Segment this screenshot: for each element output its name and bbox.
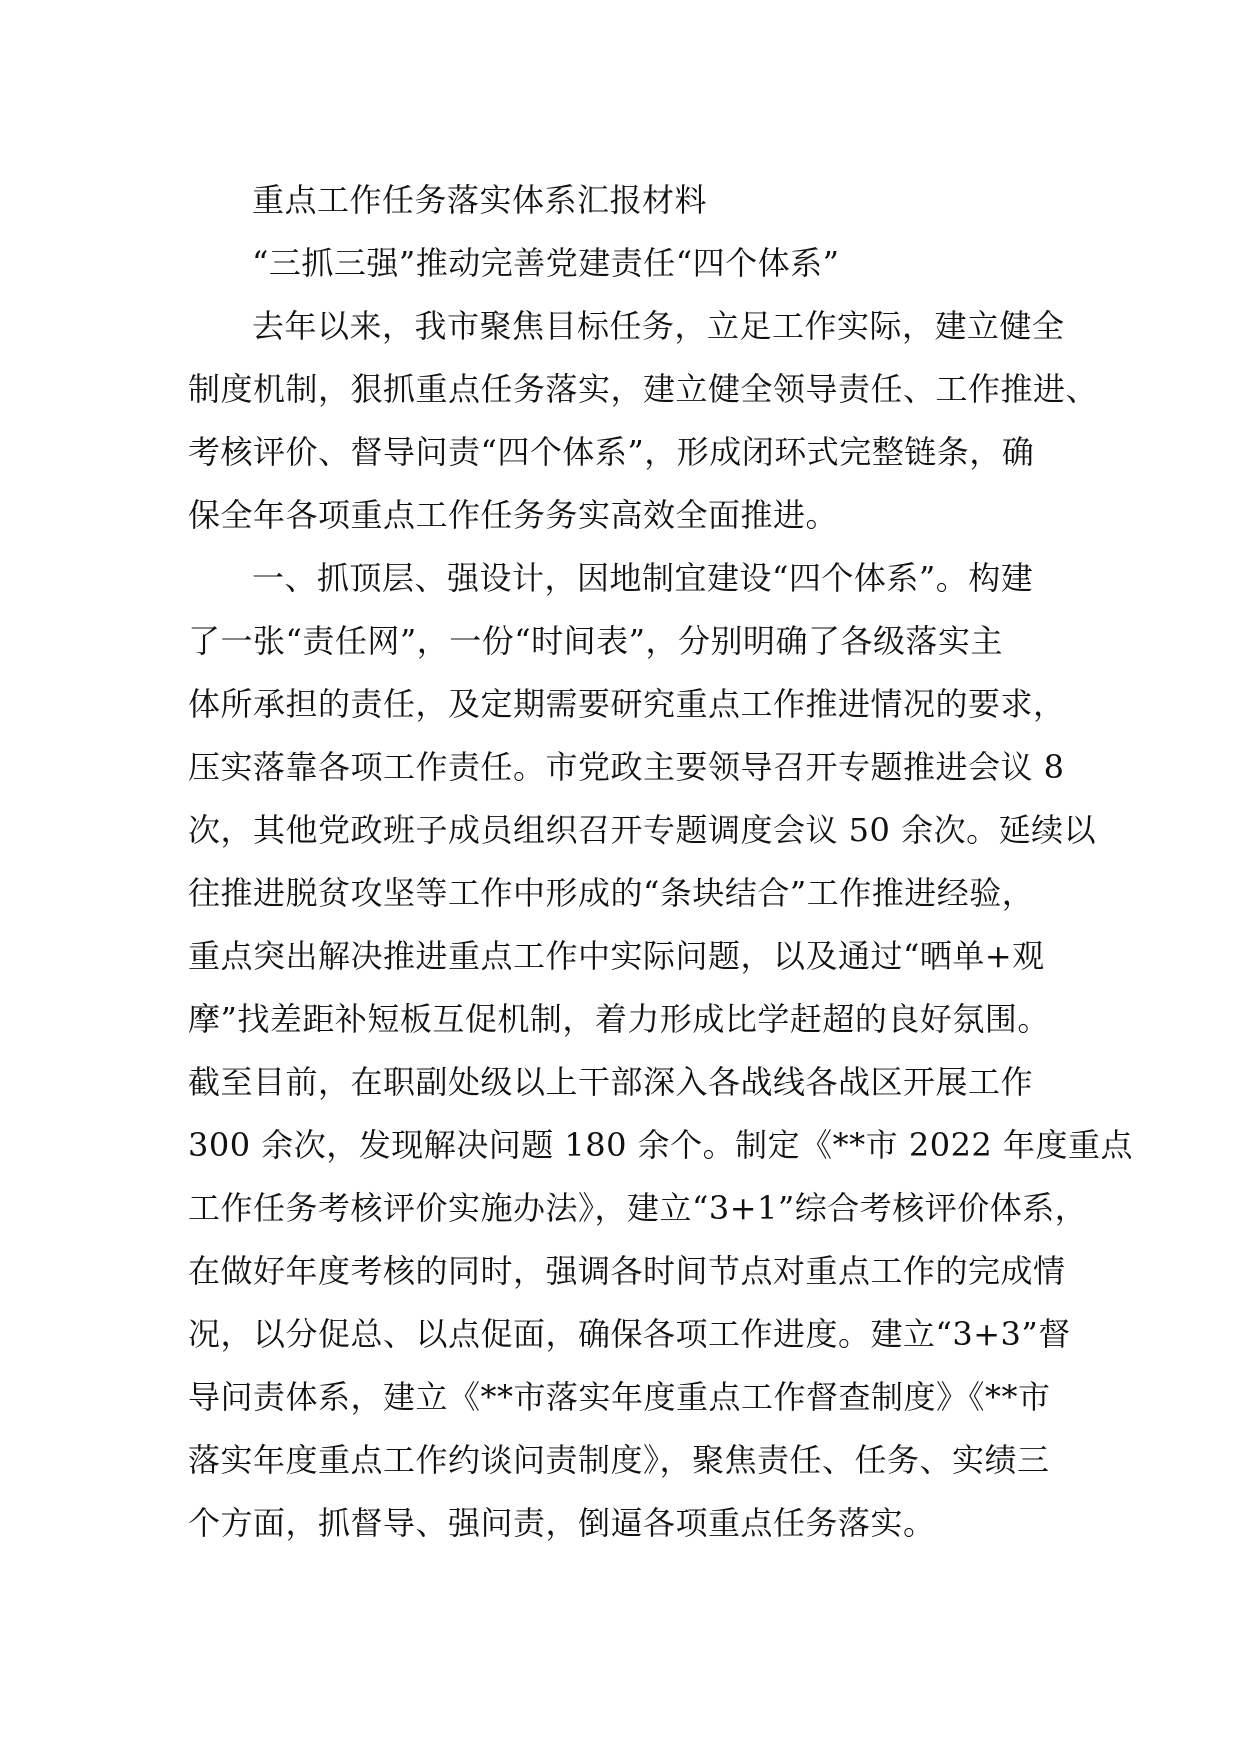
paragraph-line: 在做好年度考核的同时，强调各时间节点对重点工作的完成情 [188,1252,1066,1290]
document-subtitle: “三抓三强”推动完善党建责任“四个体系” [252,244,840,282]
paragraph-line: 制度机制，狠抓重点任务落实，建立健全领导责任、工作推进、 [188,370,1099,408]
paragraph-line: 一、抓顶层、强设计，因地制宜建设“四个体系”。构建 [252,559,1034,597]
paragraph-line: 次，其他党政班子成员组织召开专题调度会议 50 余次。延续以 [188,811,1097,849]
paragraph-line: 往推进脱贫攻坚等工作中形成的“条块结合”工作推进经验， [188,874,1035,912]
paragraph-line: 了一张“责任网”，一份“时间表”，分别明确了各级落实主 [188,622,1003,660]
paragraph-line: 摩”找差距补短板互促机制，着力形成比学赶超的良好氛围。 [188,1000,1050,1038]
paragraph-line: 压实落靠各项工作责任。市党政主要领导召开专题推进会议 8 [188,748,1065,786]
paragraph-line: 况，以分促总、以点促面，确保各项工作进度。建立“3+3”督 [188,1315,1071,1353]
paragraph-line: 截至目前，在职副处级以上干部深入各战线各战区开展工作 [188,1063,1034,1101]
paragraph-line: 去年以来，我市聚焦目标任务，立足工作实际，建立健全 [252,307,1065,345]
paragraph-line: 考核评价、督导问责“四个体系”，形成闭环式完整链条，确 [188,433,1035,471]
paragraph-line: 体所承担的责任，及定期需要研究重点工作推进情况的要求， [188,685,1066,723]
paragraph-line: 300 余次，发现解决问题 180 余个。制定《**市 2022 年度重点 [188,1126,1133,1164]
paragraph-line: 工作任务考核评价实施办法》，建立“3+1”综合考核评价体系， [188,1189,1088,1227]
paragraph-line: 重点突出解决推进重点工作中实际问题，以及通过“晒单+观 [188,937,1045,975]
document-title: 重点工作任务落实体系汇报材料 [252,181,708,219]
paragraph-line: 个方面，抓督导、强问责，倒逼各项重点任务落实。 [188,1504,936,1542]
paragraph-line: 导问责体系，建立《**市落实年度重点工作督查制度》《**市 [188,1378,1051,1416]
paragraph-line: 落实年度重点工作约谈问责制度》，聚焦责任、任务、实绩三 [188,1441,1050,1479]
paragraph-line: 保全年各项重点工作任务务实高效全面推进。 [188,496,839,534]
